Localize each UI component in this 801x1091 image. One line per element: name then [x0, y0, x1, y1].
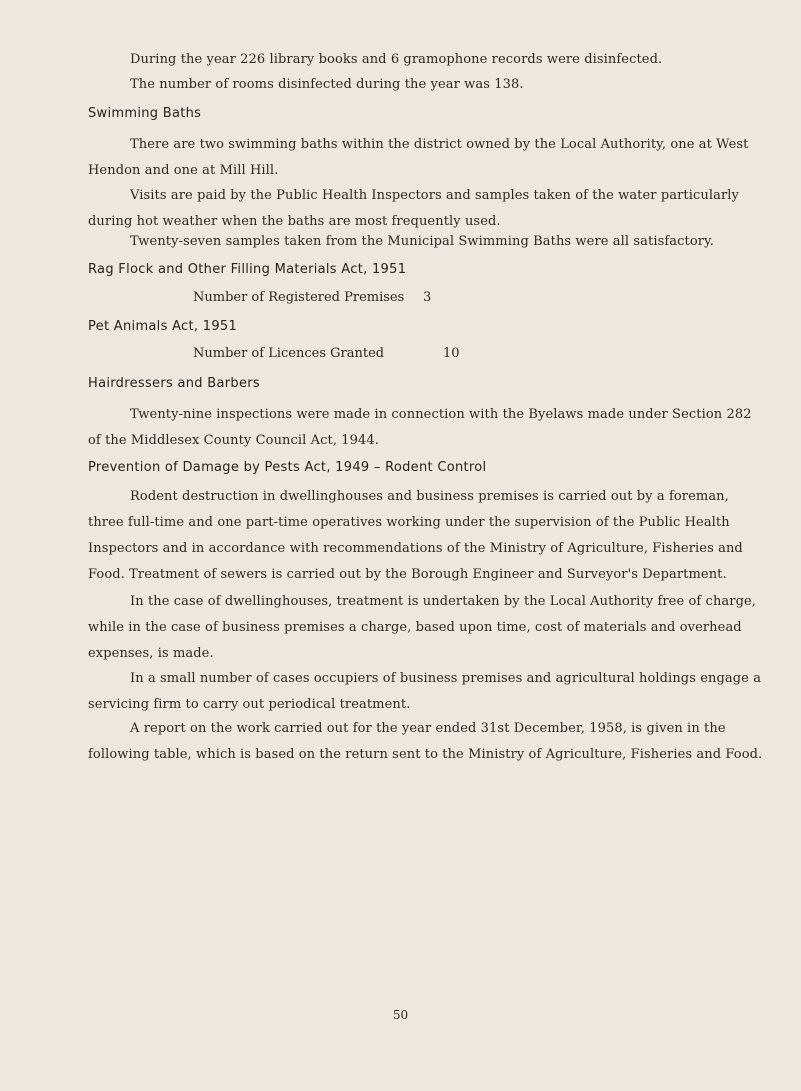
value-registered-premises: 3 [423, 290, 432, 305]
heading-hairdressers: Hairdressers and Barbers [88, 376, 260, 391]
paragraph-swimming-3: Twenty-seven samples taken from the Municipal Swimming Baths were all satisfactory. [130, 234, 715, 249]
paragraph-rodent-3: In a small number of cases occupiers of business premises and agricultural holdings engage a servicing firm to carry out periodical treatment. [88, 671, 762, 712]
label-licences-granted: Number of Licences Granted [193, 346, 385, 361]
page-number: 50 [392, 1008, 409, 1022]
heading-rodent-control: Prevention of Damage by Pests Act, 1949 – Rodent Control [88, 460, 487, 475]
paragraph-rooms-disinfected: The number of rooms disinfected during the year was 138. [130, 77, 524, 92]
paragraph-swimming-1: There are two swimming baths within the district owned by the Local Authority, one at West Hendon and one at Mill Hill. [88, 137, 749, 178]
heading-swimming-baths: Swimming Baths [88, 106, 202, 121]
paragraph-disinfected-books: During the year 226 library books and 6 gramophone records were disinfected. [130, 52, 663, 67]
heading-rag-flock: Rag Flock and Other Filling Materials Act, 1951 [88, 262, 407, 277]
label-registered-premises: Number of Registered Premises [193, 290, 405, 305]
paragraph-hairdressers: Twenty-nine inspections were made in connection with the Byelaws made under Section 282 of the Middlesex County Council Act, 1944. [88, 407, 752, 448]
paragraph-rodent-2: In the case of dwellinghouses, treatment is undertaken by the Local Authority free of charge, while in the case of business premises a charge, based upon time, cost of materials and overhead expenses, is made. [88, 594, 757, 661]
value-licences-granted: 10 [443, 346, 460, 361]
row-registered-premises [193, 290, 432, 305]
paragraph-rodent-4: A report on the work carried out for the year ended 31st December, 1958, is given in the following table, which is based on the return sent to the Ministry of Agriculture, Fisheries and Food. [88, 721, 763, 762]
heading-pet-animals: Pet Animals Act, 1951 [88, 319, 238, 334]
paragraph-rodent-1: Rodent destruction in dwellinghouses and business premises is carried out by a foreman, three full-time and one part-time operatives working under the supervision of the Public Health Inspectors and in accordance with recommendations of the Ministry of Agriculture, Fisheries and Food. Treatment of sewers is carried out by the Borough Engineer and Surveyor's Department. [88, 489, 743, 582]
paragraph-swimming-2: Visits are paid by the Public Health Inspectors and samples taken of the water particularly during hot weather when the baths are most frequently used. [88, 188, 739, 229]
row-licences-granted [193, 346, 460, 361]
